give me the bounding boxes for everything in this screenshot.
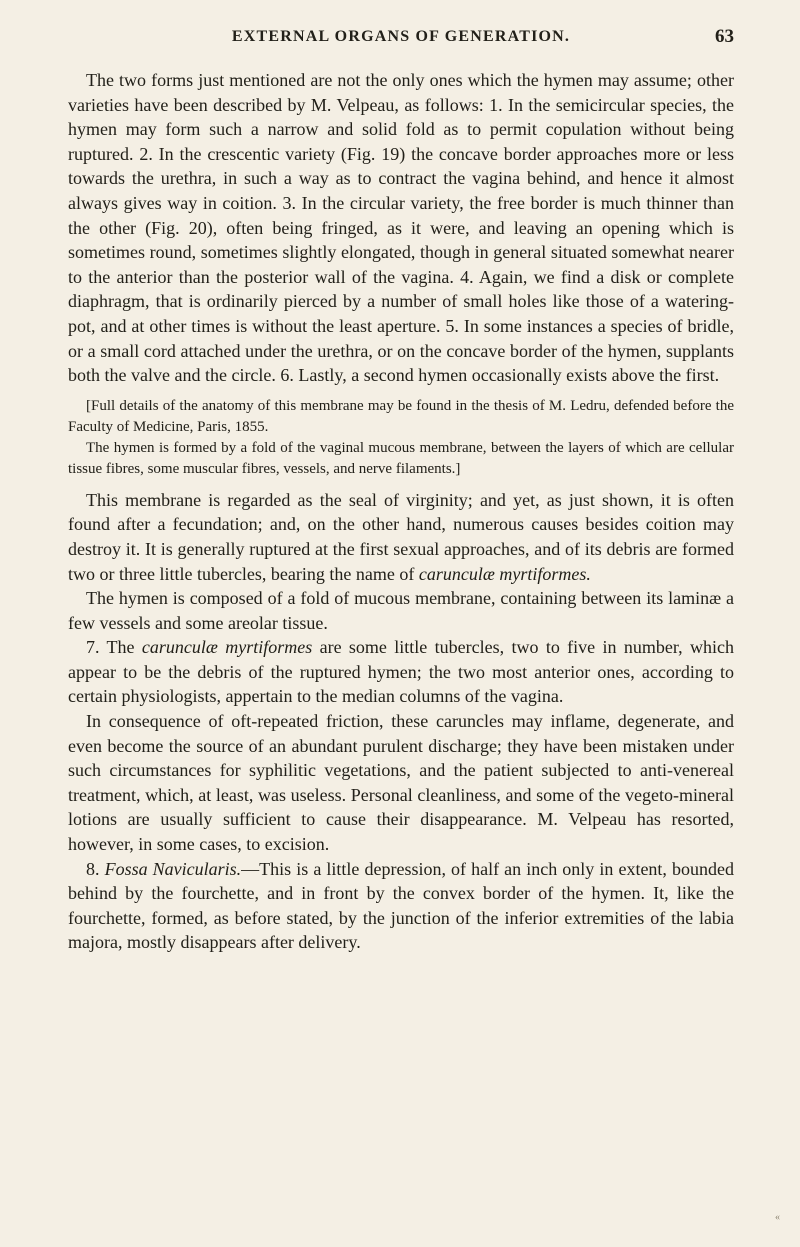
section-number-8: 8. (86, 858, 105, 879)
body-text (68, 68, 734, 955)
term-fossa-navicularis: Fossa Navicularis. (104, 858, 242, 879)
running-title: EXTERNAL ORGANS OF GENERATION. (231, 28, 571, 45)
paragraph-seal-text: This membrane is regarded as the seal of virginity; and yet, as just shown, it is often found after a fecundation; and, on the other hand, numerous causes besides coition may destroy it. It is generally ruptured at the first sexual approaches, and of its debris are formed two or three little tubercles, bearing the name of (68, 489, 734, 584)
editor-note (68, 396, 734, 480)
paragraph-carunculae-text: are some little tubercles, two to five in number, which appear to be the debris of the ruptured hymen; the two most anterior ones, according to certain physiologists, appertain to the median columns of the vagina. (68, 637, 734, 707)
paragraph-fossa-navicularis (68, 857, 734, 955)
paragraph-caruncle-inflammation: In consequence of oft-repeated friction, these caruncles may inflame, degenerate, and even become the source of an abundant purulent discharge; they have been mistaken under such circumstances for syphilitic vegetations, and the patient subjected to anti-venereal treatment, which, at least, was useless. Personal cleanliness, and some of the vegeto-mineral lotions are usually sufficient to cause their disappearance. M. Velpeau has resorted, however, in some cases, to excision. (68, 711, 734, 855)
paragraph-seal-of-virginity (68, 488, 734, 586)
section-number-7: 7. The (86, 637, 142, 658)
stray-mark: « (775, 1212, 780, 1223)
term-carunculae: carunculæ myrtiformes. (418, 563, 591, 584)
paragraph-carunculae-myrtiformes (68, 635, 734, 709)
note-hymen-structure: The hymen is formed by a fold of the vaginal mucous membrane, between the layers of which are cellular tissue fibres, some muscular fibres, vessels, and nerve filaments.] (68, 439, 734, 477)
term-carunculae-heading: carunculæ myrtiformes (141, 637, 313, 658)
paragraph-hymen-composition: The hymen is composed of a fold of mucous membrane, containing between its laminæ a few vessels and some areolar tissue. (68, 588, 734, 633)
page-number: 63 (715, 26, 734, 47)
paragraph-fossa-text: —This is a little depression, of half an inch only in extent, bounded behind by the fourchette, and in front by the convex border of the hymen. It, like the fourchette, formed, as before stated, by the junction of the inferior extremities of the labia majora, mostly disappears after delivery. (68, 858, 734, 953)
note-ledru-thesis: [Full details of the anatomy of this membrane may be found in the thesis of M. Ledru, defended before the Faculty of Medicine, Paris, 1855. (68, 397, 734, 435)
paragraph-forms-of-hymen: The two forms just mentioned are not the only ones which the hymen may assume; other varieties have been described by M. Velpeau, as follows: 1. In the semicircular species, the hymen may form such a narrow and solid fold as to permit copulation without being ruptured. 2. In the crescentic variety (Fig. 19) the concave border approaches more or less towards the urethra, in such a way as to contract the vagina behind, and hence it almost always gives way in coition. 3. In the circular variety, the free border is much thinner than the other (Fig. 20), often being fringed, as it were, and leaving an opening which is sometimes round, sometimes slightly elongated, though in general situated somewhat nearer to the anterior than the posterior wall of the vagina. 4. Again, we find a disk or complete diaphragm, that is ordinarily pierced by a number of small holes like those of a watering-pot, and at other times is without the least aperture. 5. In some instances a species of bridle, or a small cord attached under the urethra, or on the concave border of the hymen, supplants both the valve and the circle. 6. Lastly, a second hymen occasionally exists above the first. (68, 70, 734, 386)
running-head (68, 28, 734, 52)
